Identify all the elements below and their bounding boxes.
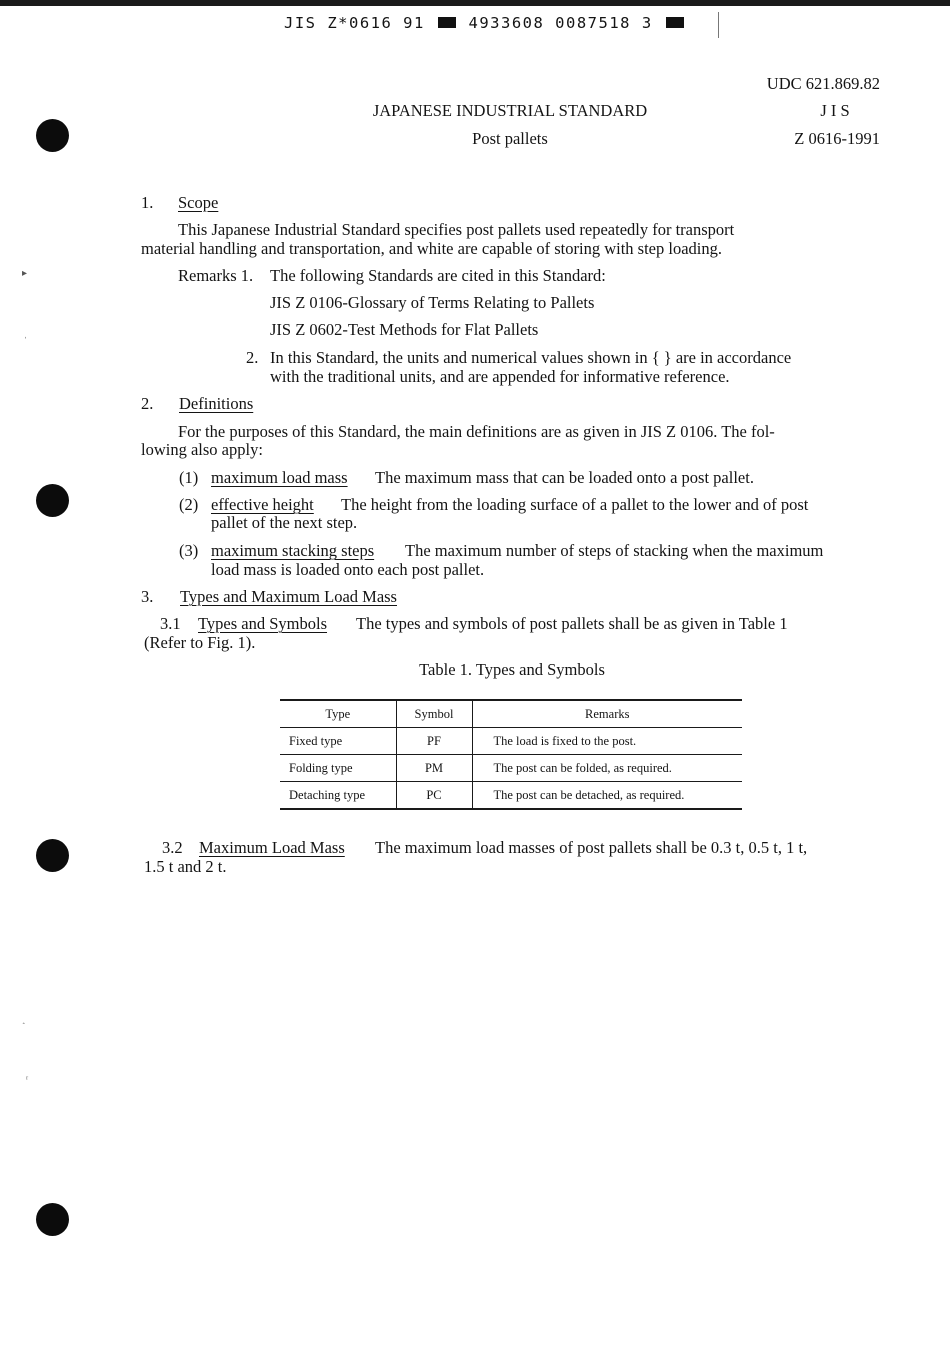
table-row xyxy=(280,782,742,810)
table-row xyxy=(280,755,742,782)
black-block-mark xyxy=(438,17,456,28)
punch-hole xyxy=(36,839,69,872)
table-cell: The load is fixed to the post. xyxy=(472,728,742,755)
section-1-number: 1. xyxy=(141,193,154,212)
definition-term: maximum load mass xyxy=(211,468,348,487)
table-row xyxy=(280,728,742,755)
standard-number: Z 0616-1991 xyxy=(794,129,880,148)
section-3-number: 3. xyxy=(141,587,154,606)
definitions-paragraph-line2: lowing also apply: xyxy=(141,440,263,459)
scope-paragraph-line1: This Japanese Industrial Standard specifies post pallets used repeatedly for transport xyxy=(178,220,735,239)
definition-number: (1) xyxy=(179,468,199,487)
table-cell: The post can be detached, as required. xyxy=(472,782,742,810)
punch-hole xyxy=(36,484,69,517)
remarks-label: Remarks 1. xyxy=(178,266,254,285)
subsection-3-2-heading: Maximum Load Mass xyxy=(199,838,345,857)
definition-text: The maximum mass that can be loaded onto a post pallet. xyxy=(375,468,754,487)
table-cell: PC xyxy=(396,782,472,810)
barcode-header xyxy=(284,14,686,32)
subsection-3-2-line2: 1.5 t and 2 t. xyxy=(144,857,227,876)
cited-standard-1: JIS Z 0106-Glossary of Terms Relating to Pallets xyxy=(270,293,595,312)
subsection-3-2-line1: The maximum load masses of post pallets shall be 0.3 t, 0.5 t, 1 t, xyxy=(375,838,808,857)
definition-term: maximum stacking steps xyxy=(211,541,375,560)
table-cell: Detaching type xyxy=(280,782,396,810)
column-header: Type xyxy=(280,700,396,728)
header-code-2: 4933608 0087518 3 xyxy=(468,14,653,32)
subsection-3-1-number: 3.1 xyxy=(160,614,181,633)
column-header: Remarks xyxy=(472,700,742,728)
punch-hole xyxy=(36,1203,69,1236)
scan-speck: ʳ xyxy=(26,1074,29,1085)
definition-number: (3) xyxy=(179,541,199,560)
scan-speck: ▸ xyxy=(22,268,28,279)
definitions-paragraph-line1: For the purposes of this Standard, the main definitions are as given in JIS Z 0106. The fol- xyxy=(178,422,775,441)
scope-paragraph-line2: material handling and transportation, and white are capable of storing with step loading. xyxy=(141,239,722,258)
subsection-3-2-number: 3.2 xyxy=(162,838,183,857)
definition-text: The height from the loading surface of a pallet to the lower and of post xyxy=(341,495,809,514)
section-2-number: 2. xyxy=(141,394,154,413)
table-caption: Table 1. Types and Symbols xyxy=(419,660,605,679)
definition-text: The maximum number of steps of stacking when the maximum xyxy=(405,541,824,560)
remark-2-line2: with the traditional units, and are appended for informative reference. xyxy=(270,367,730,386)
punch-hole xyxy=(36,119,69,152)
table-cell: Fixed type xyxy=(280,728,396,755)
subsection-3-1-line2: (Refer to Fig. 1). xyxy=(144,633,256,652)
subsection-3-1-heading: Types and Symbols xyxy=(198,614,328,633)
section-3-heading: Types and Maximum Load Mass xyxy=(180,587,397,606)
header-rule xyxy=(718,12,719,38)
definition-text-cont: load mass is loaded onto each post pallet. xyxy=(211,560,485,579)
table-cell: Folding type xyxy=(280,755,396,782)
jis-label: J I S xyxy=(820,101,850,120)
scan-speck: ˌ xyxy=(24,328,28,339)
remark-2-line1: In this Standard, the units and numerical values shown in { } are in accordance xyxy=(270,348,792,367)
subsection-3-1-line1: The types and symbols of post pallets shall be as given in Table 1 xyxy=(356,614,788,633)
section-2-heading: Definitions xyxy=(179,394,254,413)
types-symbols-table xyxy=(280,699,742,810)
definition-term: effective height xyxy=(211,495,314,514)
document-title: Post pallets xyxy=(472,129,548,148)
table-cell: The post can be folded, as required. xyxy=(472,755,742,782)
table-cell: PM xyxy=(396,755,472,782)
header-code-1: JIS Z*0616 91 xyxy=(284,14,425,32)
udc-number: UDC 621.869.82 xyxy=(766,74,880,93)
organization-title: JAPANESE INDUSTRIAL STANDARD xyxy=(372,101,648,120)
column-header: Symbol xyxy=(396,700,472,728)
scan-speck: ˰ xyxy=(22,1014,26,1025)
cited-standard-2: JIS Z 0602-Test Methods for Flat Pallets xyxy=(270,320,539,339)
table-header-row xyxy=(280,700,742,728)
definition-text-cont: pallet of the next step. xyxy=(211,513,358,532)
definition-number: (2) xyxy=(179,495,199,514)
remark-1-text: The following Standards are cited in this Standard: xyxy=(270,266,606,285)
remark-2-number: 2. xyxy=(246,348,259,367)
section-1-heading: Scope xyxy=(178,193,219,212)
black-block-mark xyxy=(666,17,684,28)
top-edge-bar xyxy=(0,0,950,6)
table-cell: PF xyxy=(396,728,472,755)
